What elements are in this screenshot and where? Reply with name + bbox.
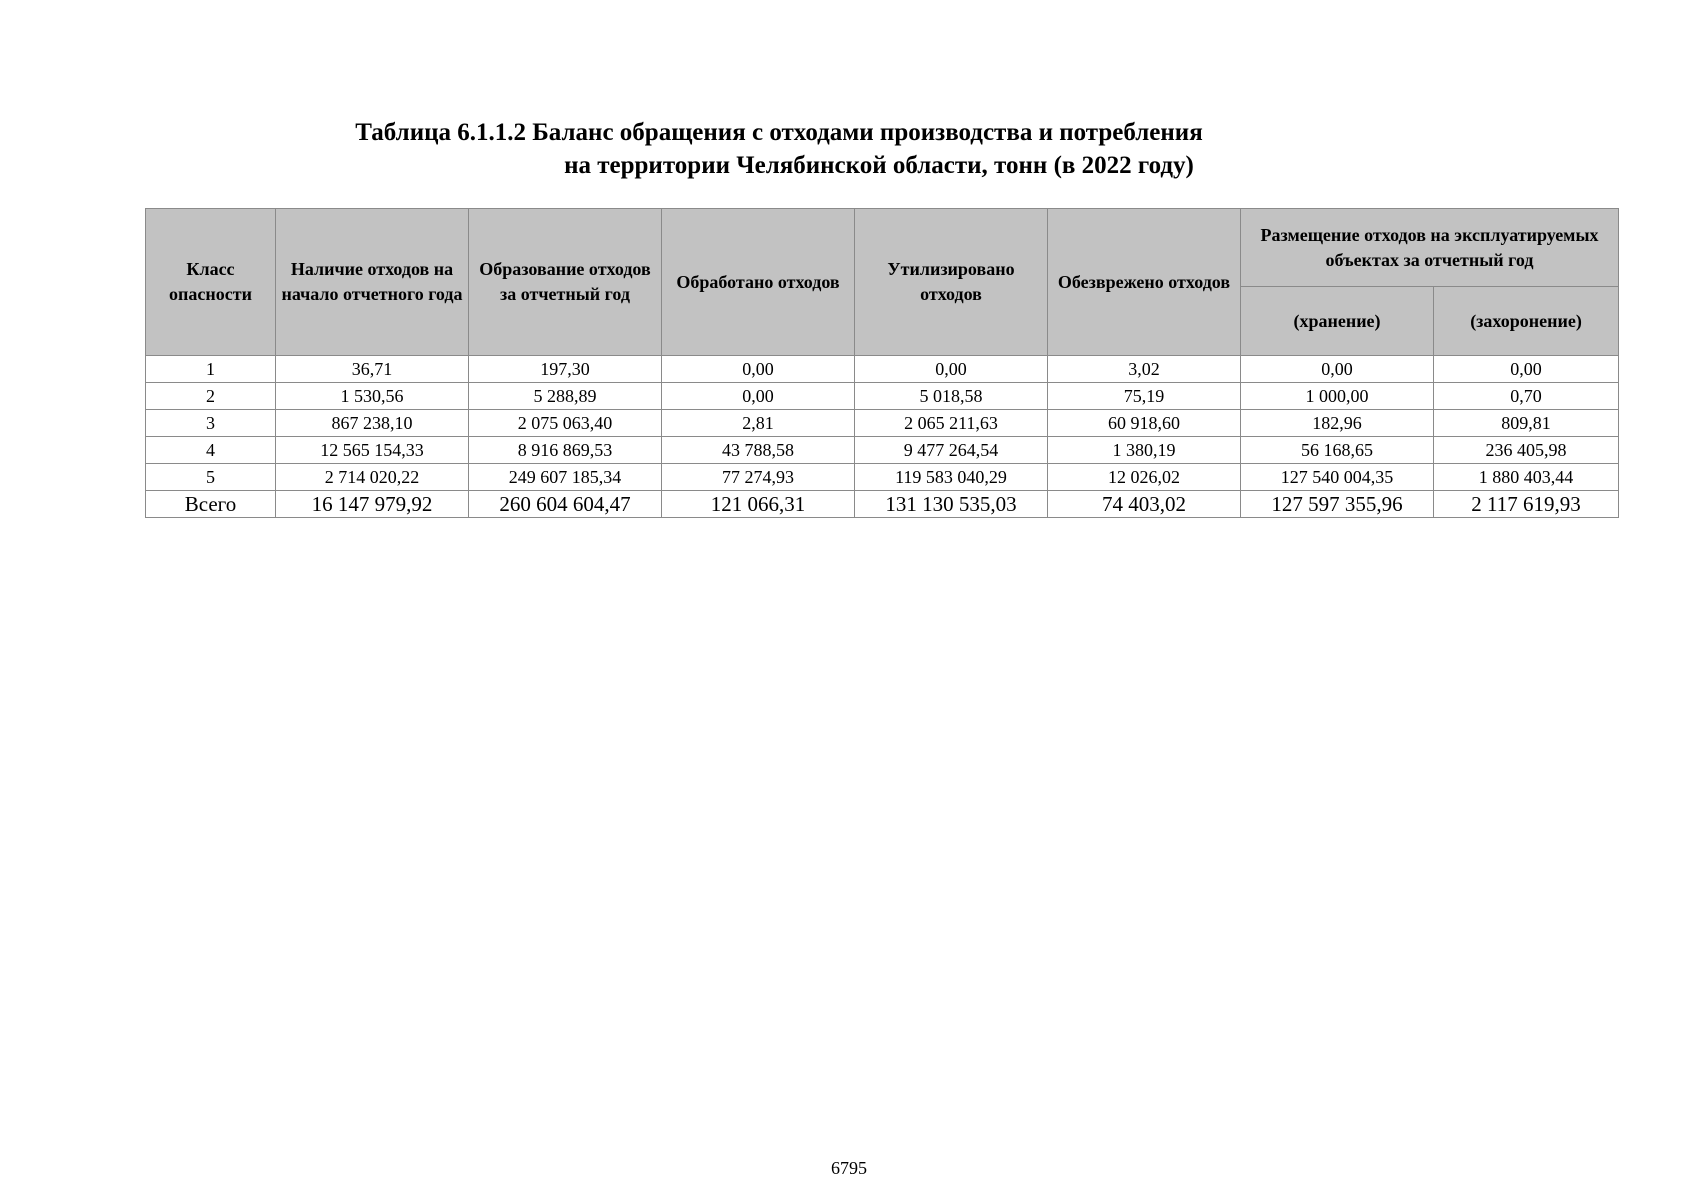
table-title-line-1: Таблица 6.1.1.2 Баланс обращения с отходами производства и потребления [355, 119, 1203, 146]
cell-utilized: 119 583 040,29 [855, 464, 1048, 491]
cell-total-presence: 16 147 979,92 [276, 491, 469, 518]
cell-formation: 8 916 869,53 [469, 437, 662, 464]
cell-burial: 0,00 [1434, 356, 1619, 383]
cell-burial: 236 405,98 [1434, 437, 1619, 464]
cell-total-label: Всего [146, 491, 276, 518]
cell-burial: 0,70 [1434, 383, 1619, 410]
cell-storage: 0,00 [1241, 356, 1434, 383]
cell-formation: 197,30 [469, 356, 662, 383]
cell-storage: 56 168,65 [1241, 437, 1434, 464]
cell-processed: 0,00 [662, 356, 855, 383]
cell-class: 2 [146, 383, 276, 410]
table-title-line-2: на территории Челябинской области, тонн (в 2022 году) [564, 152, 1194, 179]
header-placement: Размещение отходов на эксплуатируемых объектах за отчетный год [1241, 209, 1619, 287]
cell-neutralized: 3,02 [1048, 356, 1241, 383]
header-storage: (хранение) [1241, 287, 1434, 356]
table-row-total [146, 491, 1619, 518]
cell-utilized: 9 477 264,54 [855, 437, 1048, 464]
cell-burial: 1 880 403,44 [1434, 464, 1619, 491]
cell-processed: 77 274,93 [662, 464, 855, 491]
cell-total-burial: 2 117 619,93 [1434, 491, 1619, 518]
cell-storage: 127 540 004,35 [1241, 464, 1434, 491]
table-row [146, 356, 1619, 383]
header-neutralized: Обезврежено отходов [1048, 209, 1241, 356]
cell-total-utilized: 131 130 535,03 [855, 491, 1048, 518]
cell-burial: 809,81 [1434, 410, 1619, 437]
cell-storage: 1 000,00 [1241, 383, 1434, 410]
cell-neutralized: 60 918,60 [1048, 410, 1241, 437]
table-row [146, 464, 1619, 491]
table-title [0, 116, 1698, 182]
waste-balance-table [145, 208, 1619, 518]
cell-neutralized: 75,19 [1048, 383, 1241, 410]
cell-class: 1 [146, 356, 276, 383]
cell-presence: 867 238,10 [276, 410, 469, 437]
cell-total-storage: 127 597 355,96 [1241, 491, 1434, 518]
cell-class: 5 [146, 464, 276, 491]
cell-presence: 2 714 020,22 [276, 464, 469, 491]
cell-utilized: 5 018,58 [855, 383, 1048, 410]
cell-formation: 2 075 063,40 [469, 410, 662, 437]
header-utilized: Утилизировано отходов [855, 209, 1048, 356]
header-formation: Образование отходов за отчетный год [469, 209, 662, 356]
cell-processed: 0,00 [662, 383, 855, 410]
header-class: Класс опасности [146, 209, 276, 356]
cell-total-formation: 260 604 604,47 [469, 491, 662, 518]
header-burial: (захоронение) [1434, 287, 1619, 356]
cell-neutralized: 12 026,02 [1048, 464, 1241, 491]
cell-neutralized: 1 380,19 [1048, 437, 1241, 464]
cell-formation: 5 288,89 [469, 383, 662, 410]
cell-class: 4 [146, 437, 276, 464]
cell-processed: 2,81 [662, 410, 855, 437]
table-row [146, 437, 1619, 464]
table-row [146, 410, 1619, 437]
cell-formation: 249 607 185,34 [469, 464, 662, 491]
cell-class: 3 [146, 410, 276, 437]
page-number: 6795 [831, 1158, 867, 1178]
cell-presence: 12 565 154,33 [276, 437, 469, 464]
header-processed: Обработано отходов [662, 209, 855, 356]
cell-storage: 182,96 [1241, 410, 1434, 437]
cell-utilized: 2 065 211,63 [855, 410, 1048, 437]
cell-presence: 36,71 [276, 356, 469, 383]
cell-processed: 43 788,58 [662, 437, 855, 464]
cell-total-neutralized: 74 403,02 [1048, 491, 1241, 518]
cell-presence: 1 530,56 [276, 383, 469, 410]
cell-utilized: 0,00 [855, 356, 1048, 383]
cell-total-processed: 121 066,31 [662, 491, 855, 518]
header-presence: Наличие отходов на начало отчетного года [276, 209, 469, 356]
table-row [146, 383, 1619, 410]
